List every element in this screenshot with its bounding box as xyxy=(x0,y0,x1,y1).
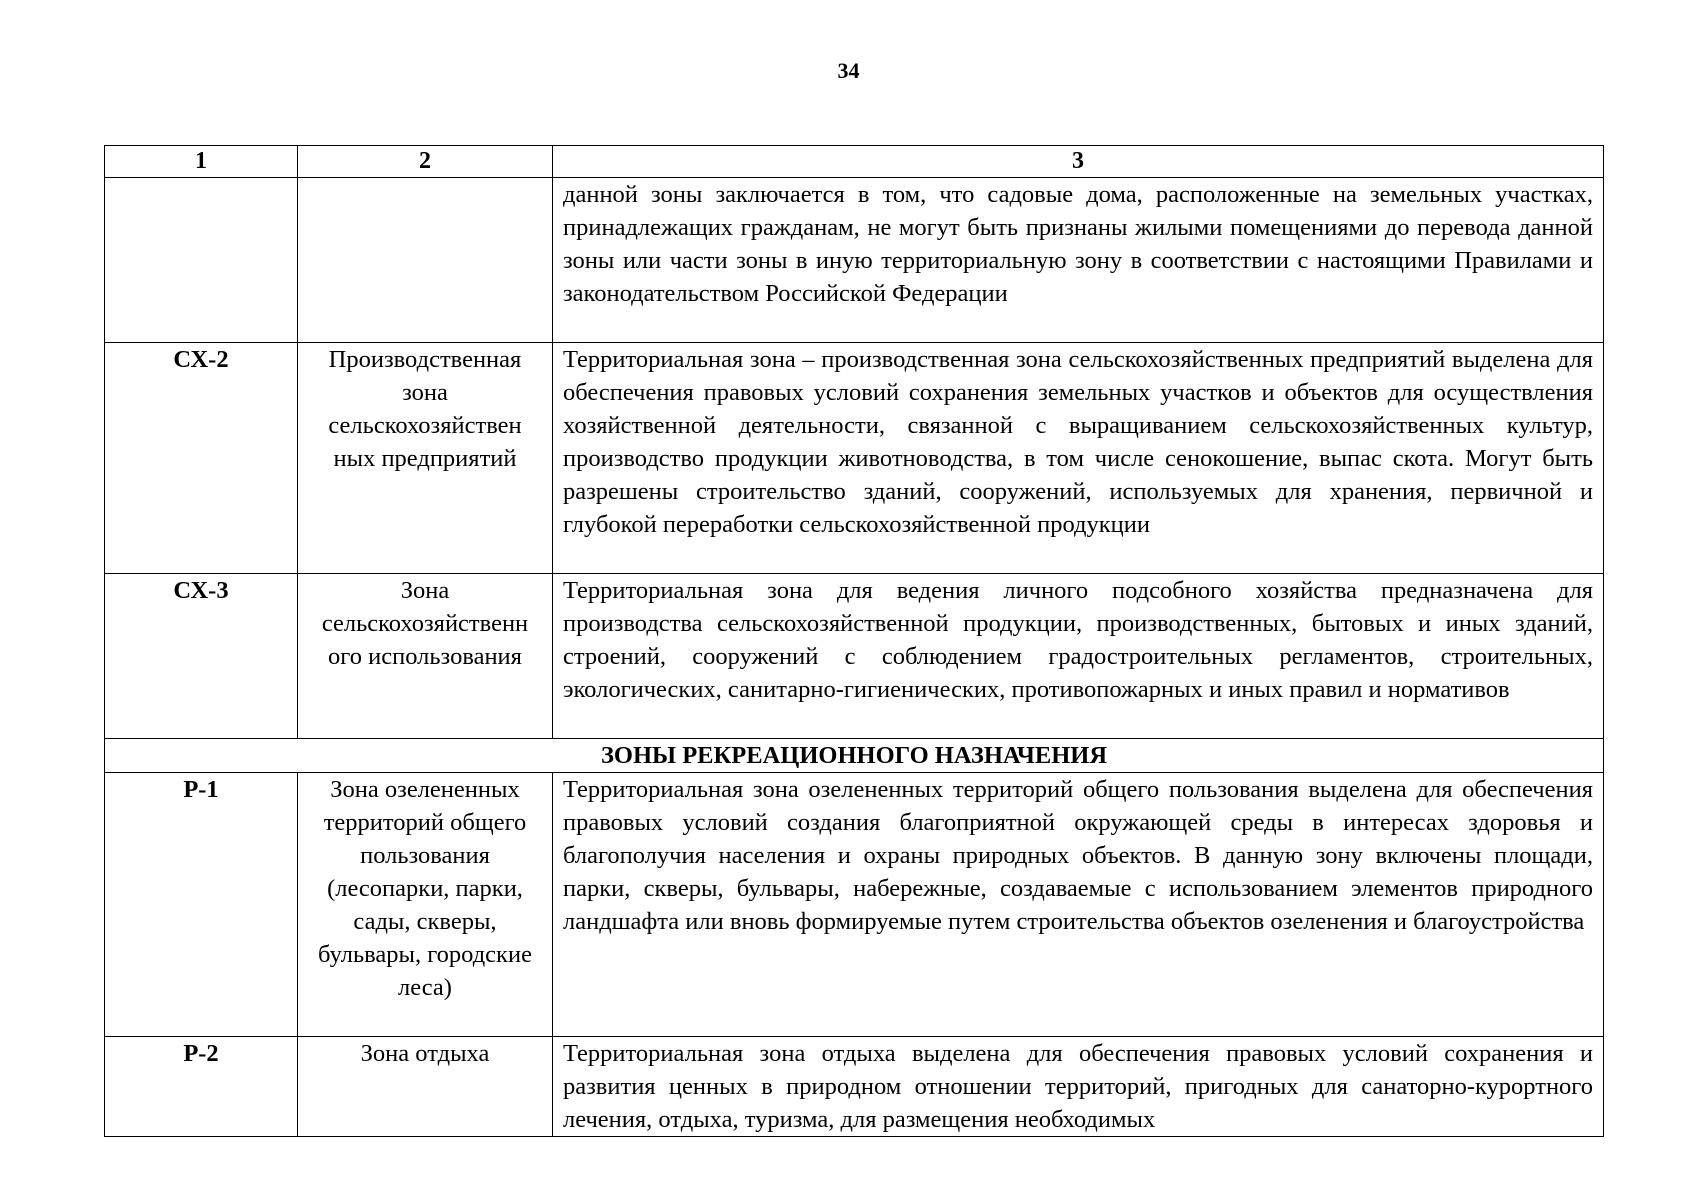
zone-name xyxy=(298,178,553,343)
table-header-row xyxy=(105,146,1604,178)
zone-description: данной зоны заключается в том, что садовые дома, расположенные на земельных участках, принадлежащих гражданам, не могут быть признаны жилыми помещениями до перевода данной зоны или части зоны в иную территориальную зону в соответствии с настоящими Правилами и законодательством Российской Федерации xyxy=(553,178,1604,343)
zone-code: Р-2 xyxy=(105,1037,298,1137)
zone-name: Зона сельскохозяйственн ого использования xyxy=(298,574,553,739)
section-row xyxy=(105,739,1604,773)
zone-description: Территориальная зона озелененных территорий общего пользования выделена для обеспечения правовых условий создания благоприятной окружающей среды в интересах здоровья и благополучия населения и охраны природных объектов. В данную зону включены площади, парки, скверы, бульвары, набережные, создаваемые с использованием элементов природного ландшафта или вновь формируемые путем строительства объектов озеленения и благоустройства xyxy=(553,773,1604,1037)
table-row xyxy=(105,773,1604,1037)
zone-code: СХ-2 xyxy=(105,343,298,574)
table-row xyxy=(105,343,1604,574)
zone-description: Территориальная зона – производственная зона сельскохозяйственных предприятий выделена для обеспечения правовых условий сохранения земельных участков и объектов для осуществления хозяйственной деятельности, связанной с выращиванием сельскохозяйственных культур, производство продукции животноводства, в том числе сенокошение, выпас скота. Могут быть разрешены строительство зданий, сооружений, используемых для хранения, первичной и глубокой переработки сельскохозяйственной продукции xyxy=(553,343,1604,574)
zone-name: Зона отдыха xyxy=(298,1037,553,1137)
column-header-2: 2 xyxy=(298,146,553,178)
zone-description: Территориальная зона для ведения личного подсобного хозяйства предназначена для производства сельскохозяйственной продукции, производственных, бытовых и иных зданий, строений, сооружений с соблюдением градостроительных регламентов, строительных, экологических, санитарно-гигиенических, противопожарных и иных правил и нормативов xyxy=(553,574,1604,739)
table-row xyxy=(105,574,1604,739)
section-title: ЗОНЫ РЕКРЕАЦИОННОГО НАЗНАЧЕНИЯ xyxy=(105,739,1604,773)
zone-description: Территориальная зона отдыха выделена для обеспечения правовых условий сохранения и развития ценных в природном отношении территорий, пригодных для санаторно-курортного лечения, отдыха, туризма, для размещения необходимых xyxy=(553,1037,1604,1137)
zone-name: Производственная зона сельскохозяйствен ных предприятий xyxy=(298,343,553,574)
table-row xyxy=(105,178,1604,343)
zone-name: Зона озелененных территорий общего пользования (лесопарки, парки, сады, скверы, бульвары, городские леса) xyxy=(298,773,553,1037)
zone-code: Р-1 xyxy=(105,773,298,1037)
zones-table xyxy=(104,145,1604,1137)
zone-code: СХ-3 xyxy=(105,574,298,739)
table-row xyxy=(105,1037,1604,1137)
column-header-3: 3 xyxy=(553,146,1604,178)
page-number: 34 xyxy=(837,58,860,83)
column-header-1: 1 xyxy=(105,146,298,178)
zone-code xyxy=(105,178,298,343)
